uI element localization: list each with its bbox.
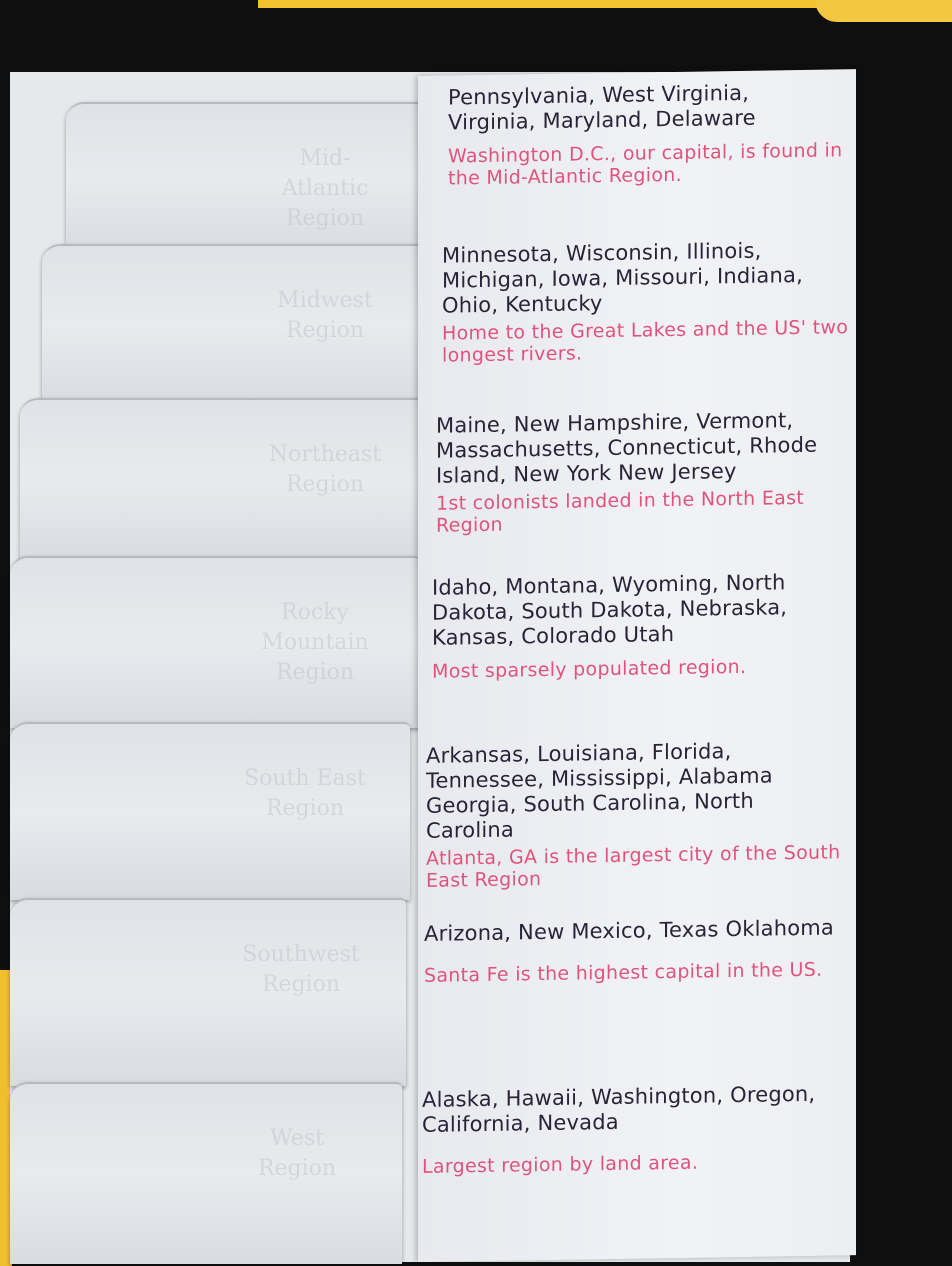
states-list: Maine, New Hampshire, Vermont, Massachusetts, Connecticut, Rhode Island, New York New Jersey [436,408,818,488]
states-list: Arkansas, Louisiana, Florida, Tennessee, Mississippi, Alabama Georgia, South Carolina, North Carolina [426,739,773,843]
flap-label: Rocky Mountain Region [261,600,369,685]
states-list: Minnesota, Wisconsin, Illinois, Michigan, Iowa, Missouri, Indiana, Ohio, Kentucky [442,238,803,318]
flap-label: Southwest Region [242,942,360,997]
states-list: Arizona, New Mexico, Texas Oklahoma [424,915,834,946]
flap-rocky-mountain[interactable] [10,556,420,728]
region-entry-southwest [424,915,834,986]
region-fact: Santa Fe is the highest capital in the US. [424,958,823,987]
region-fact: Washington D.C., our capital, is found in the Mid-Atlantic Region. [448,139,843,190]
states-list: Alaska, Hawaii, Washington, Oregon, California, Nevada [422,1081,816,1137]
written-page [418,69,856,1262]
flap-midwest[interactable] [42,244,430,406]
region-fact: Atlanta, GA is the largest city of the South East Region [426,841,841,892]
region-fact: Home to the Great Lakes and the US' two longest rivers. [442,316,849,367]
region-entry-west [422,1081,832,1177]
states-list: Idaho, Montana, Wyoming, North Dakota, South Dakota, Nebraska, Kansas, Colorado Utah [432,570,788,650]
flap-label: West Region [257,1126,337,1181]
flap-label: Midwest Region [277,288,373,343]
flap-mid-atlantic[interactable] [66,102,430,254]
states-list: Pennsylvania, West Virginia, Virginia, Maryland, Delaware [448,80,756,135]
foldable-notebook [10,72,850,1262]
region-entry-midwest [442,237,852,366]
region-entry-northeast [436,407,846,536]
region-fact: 1st colonists landed in the North East Region [436,486,805,537]
region-entry-rocky-mountain [432,569,842,682]
region-entry-south-east [426,737,846,892]
flap-label: Mid-Atlantic Region [281,146,369,231]
flap-west[interactable] [10,1082,402,1264]
yellow-surface-corner [815,0,952,22]
flap-south-east[interactable] [10,722,410,900]
flap-label: South East Region [244,766,366,821]
region-fact: Largest region by land area. [422,1151,699,1178]
flap-southwest[interactable] [10,898,406,1086]
flap-northeast[interactable] [20,398,430,562]
region-fact: Most sparsely populated region. [432,655,747,683]
region-entry-mid-atlantic [448,79,843,189]
flap-label: Northeast Region [268,442,382,497]
